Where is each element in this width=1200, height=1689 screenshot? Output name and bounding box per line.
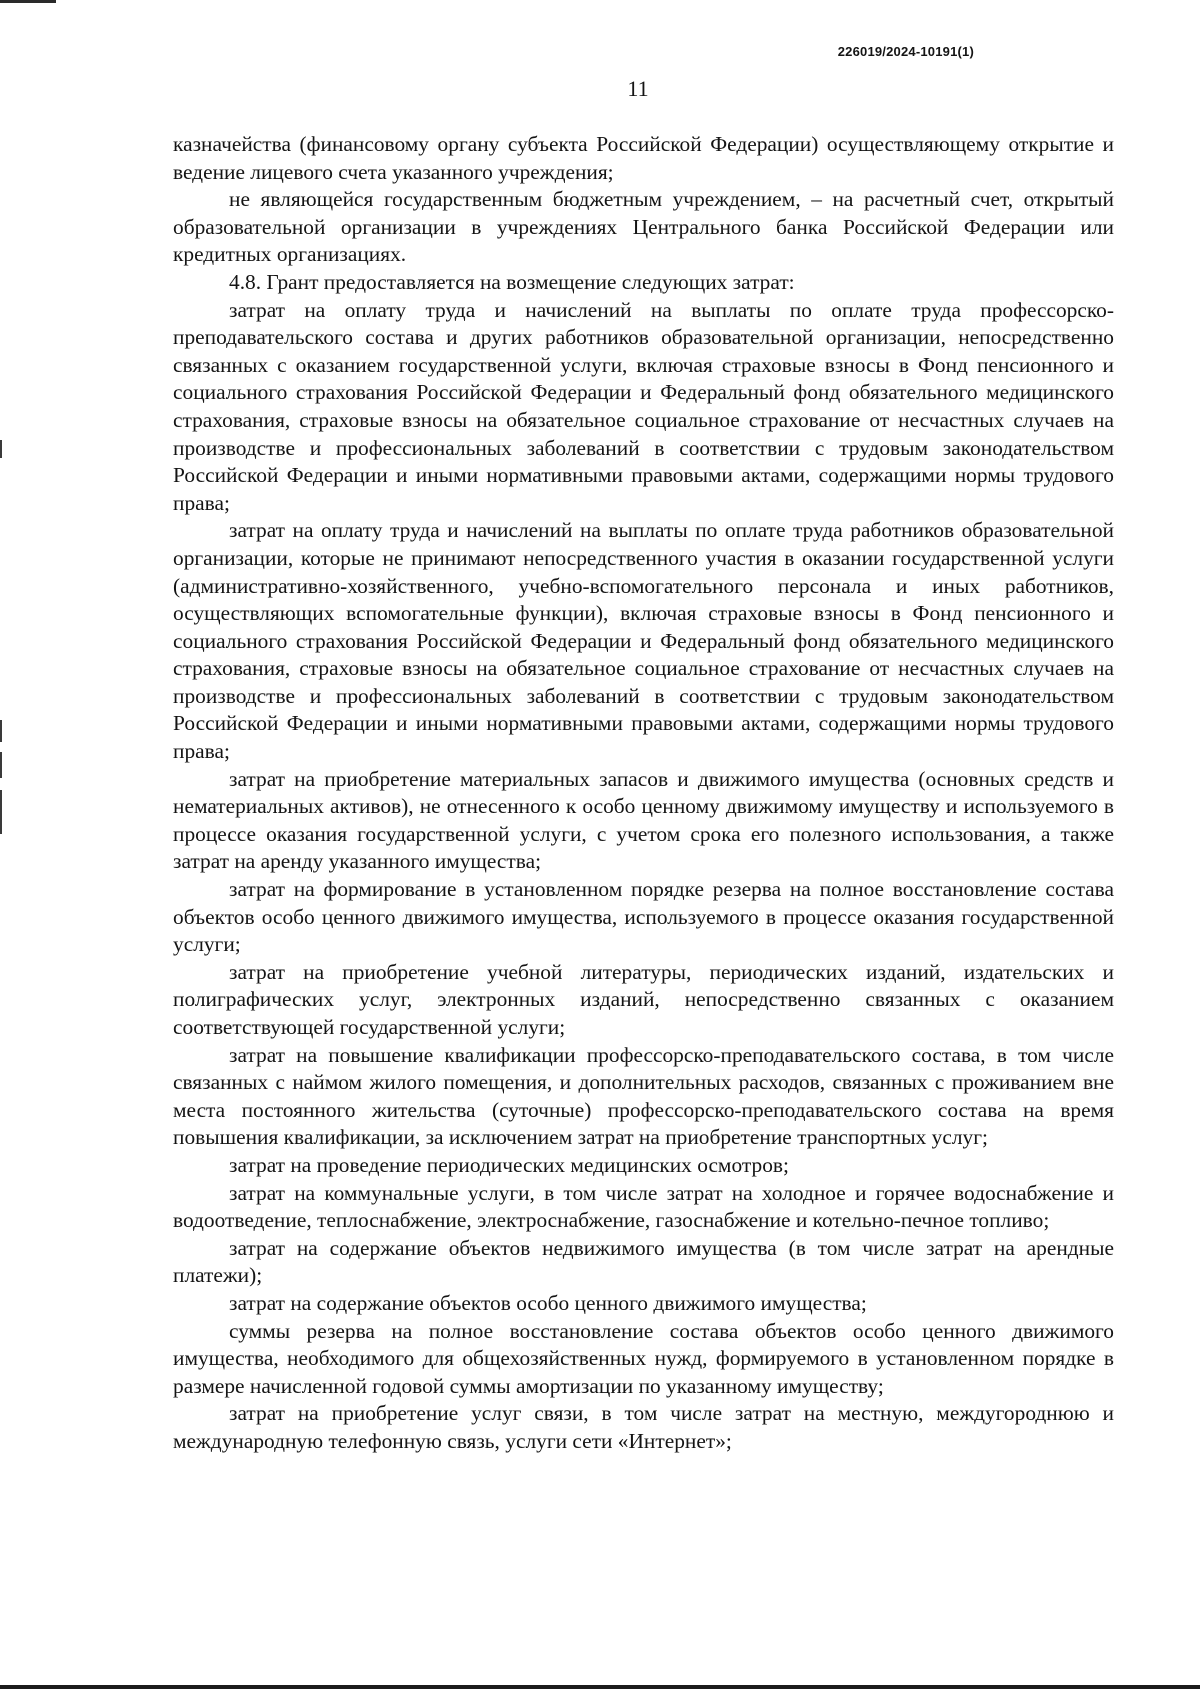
scan-edge-top bbox=[0, 0, 56, 3]
scan-mark bbox=[0, 720, 2, 742]
paragraph: затрат на приобретение материальных запасов и движимого имущества (основных средств и нематериальных активов), не отнесенного к особо ценному движимому имуществу и используемого в процессе оказания государственной услуги, с учетом срока его полезного использования, а также затрат на аренду указанного имущества; bbox=[173, 766, 1114, 874]
paragraph: затрат на формирование в установленном порядке резерва на полное восстановление состава объектов особо ценного движимого имущества, используемого в процессе оказания государственной услуги; bbox=[173, 877, 1114, 957]
paragraph: казначейства (финансовому органу субъекта Российской Федерации) осуществляющему открытие и ведение лицевого счета указанного учреждения; bbox=[173, 132, 1114, 184]
page-number: 11 bbox=[627, 76, 649, 101]
paragraph: затрат на приобретение учебной литературы, периодических изданий, издательских и полиграфических услуг, электронных изданий, непосредственно связанных с оказанием соответствующей государственной услуги; bbox=[173, 959, 1114, 1039]
paragraph: затрат на приобретение услуг связи, в том числе затрат на местную, междугороднюю и международную телефонную связь, услуги сети «Интернет»; bbox=[173, 1401, 1114, 1453]
document-number: 226019/2024-10191(1) bbox=[837, 44, 974, 59]
paragraph: затрат на коммунальные услуги, в том числе затрат на холодное и горячее водоснабжение и водоотведение, теплоснабжение, электроснабжение, газоснабжение и котельно-печное топливо; bbox=[173, 1180, 1114, 1233]
paragraph: затрат на проведение периодических медицинских осмотров; bbox=[229, 1152, 789, 1177]
scan-mark bbox=[0, 752, 2, 778]
paragraph: суммы резерва на полное восстановление состава объектов особо ценного движимого имущества, необходимого для общехозяйственных нужд, формируемого в установленном порядке в размере начисленной годовой суммы амортизации по указанному имуществу; bbox=[173, 1318, 1114, 1398]
paragraph: 4.8. Грант предоставляется на возмещение следующих затрат: bbox=[229, 269, 795, 294]
paragraph: затрат на оплату труда и начислений на выплаты по оплате труда работников образовательной организации, которые не принимают непосредственного участия в оказании государственной услуги (административно-хозяйственного, учебно-вспомогательного персонала и иных работников, осуществляющих вспомогательные функции), включая страховые взносы в Фонд пенсионного и социального страхования Российской Федерации и Федеральный фонд обязательного медицинского страхования, страховые взносы на обязательное социальное страхование от несчастных случаев на производстве и профессиональных заболеваний в соответствии с трудовым законодательством Российской Федерации и иными нормативными правовыми актами, содержащими нормы трудового права; bbox=[173, 518, 1114, 764]
scan-edge-bottom bbox=[0, 1685, 1200, 1689]
document-body bbox=[173, 131, 1114, 1456]
scan-mark bbox=[0, 440, 2, 458]
scan-mark bbox=[0, 790, 2, 834]
paragraph: затрат на повышение квалификации профессорско-преподавательского состава, в том числе связанных с наймом жилого помещения, и дополнительных расходов, связанных с проживанием вне места постоянного жительства (суточные) профессорско-преподавательского состава на время повышения квалификации, за исключением затрат на приобретение транспортных услуг; bbox=[173, 1042, 1114, 1150]
paragraph: затрат на содержание объектов недвижимого имущества (в том числе затрат на арендные платежи); bbox=[173, 1235, 1114, 1288]
paragraph: не являющейся государственным бюджетным учреждением, – на расчетный счет, открытый образовательной организации в учреждениях Центрального банка Российской Федерации или кредитных организациях. bbox=[173, 187, 1114, 267]
paragraph: затрат на оплату труда и начислений на выплаты по оплате труда профессорско-преподавательского состава и других работников образовательной организации, непосредственно связанных с оказанием государственной услуги, включая страховые взносы в Фонд пенсионного и социального страхования Российской Федерации и Федеральный фонд обязательного медицинского страхования, страховые взносы на обязательное социальное страхование от несчастных случаев на производстве и профессиональных заболеваний в соответствии с трудовым законодательством Российской Федерации и иными нормативными правовыми актами, содержащими нормы трудового права; bbox=[173, 297, 1114, 515]
paragraph: затрат на содержание объектов особо ценного движимого имущества; bbox=[229, 1290, 867, 1315]
